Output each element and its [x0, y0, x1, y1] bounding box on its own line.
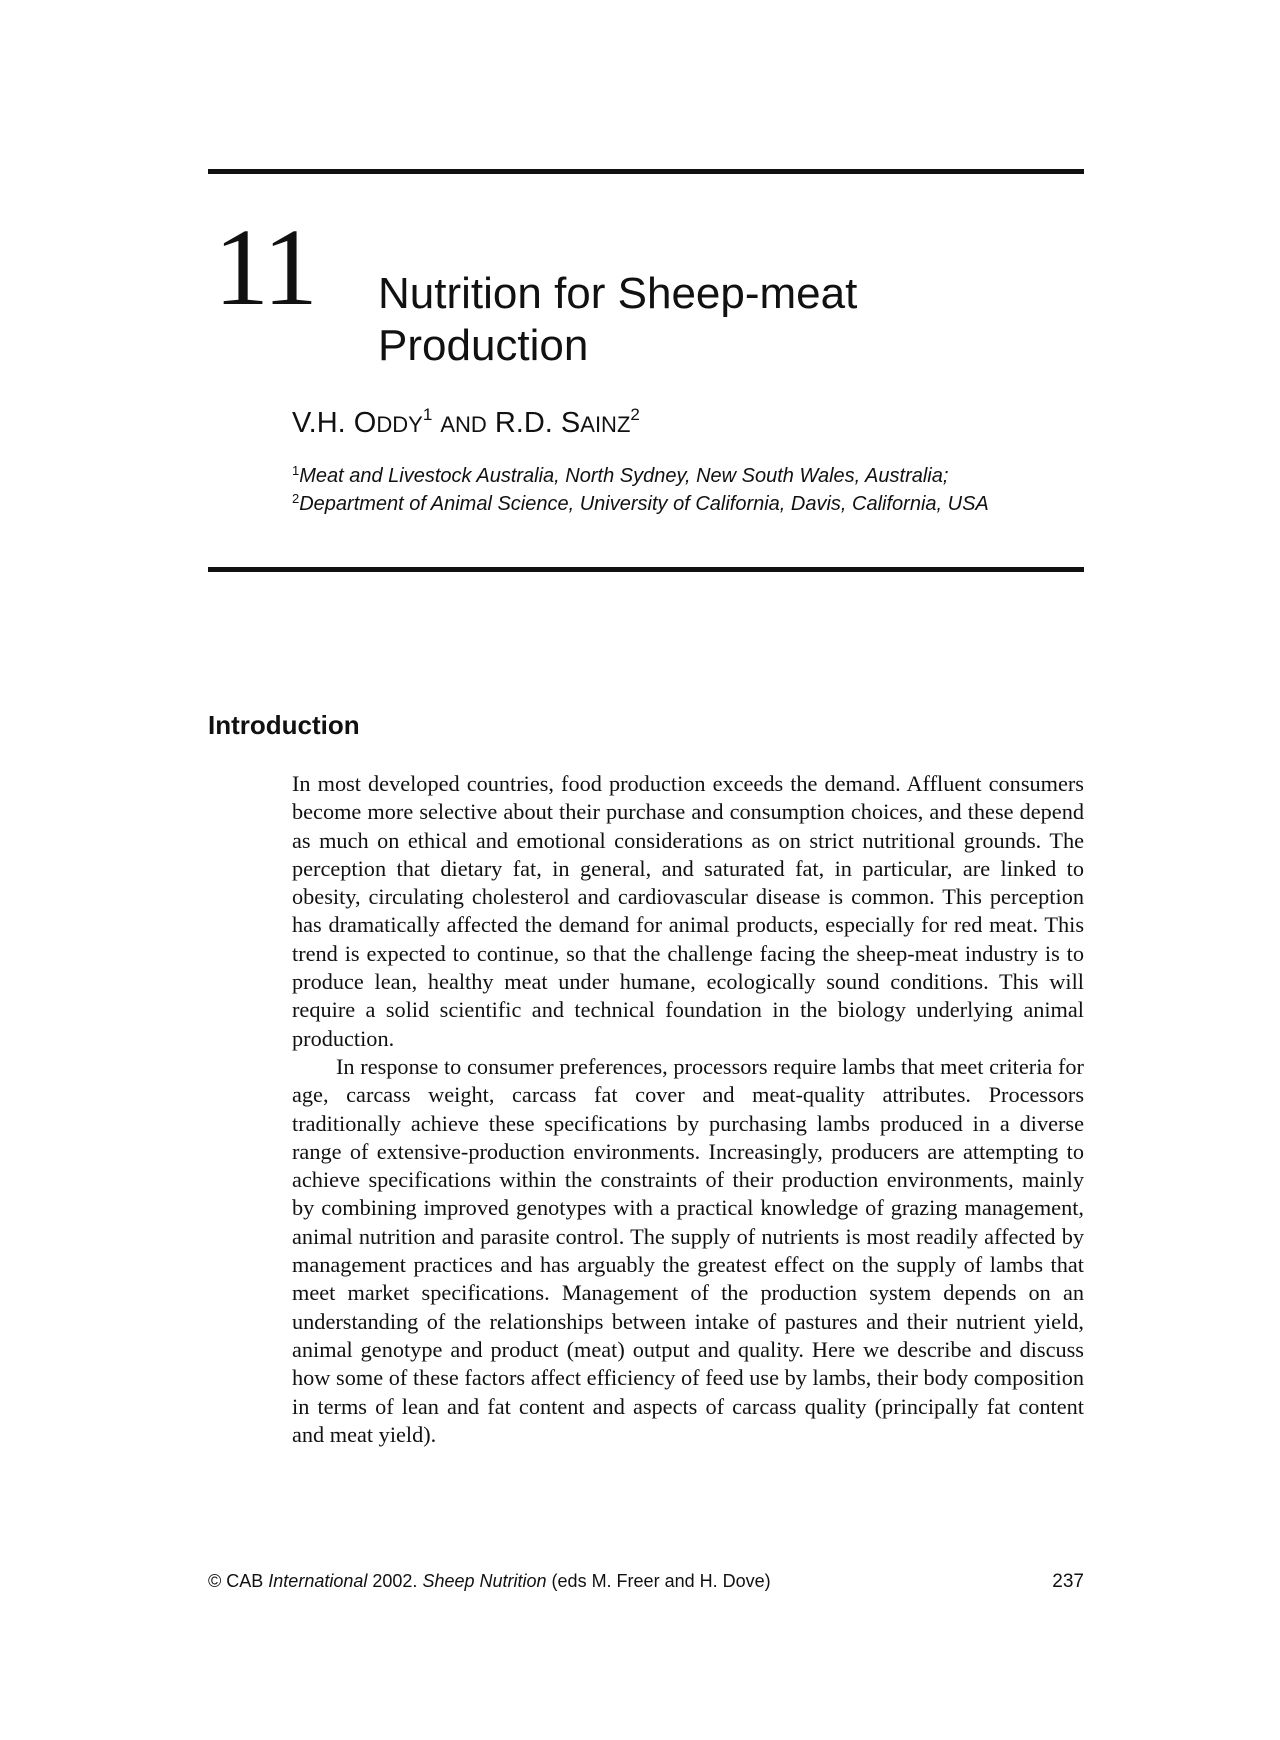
paragraph-2: In response to consumer preferences, processors require lambs that meet criteria for age, carcass weight, carcass fat cover and meat-quality attributes. Processors traditionally achieve these specifications by purchasing lambs produced in a diverse range of extensive-production environments. Increasingly, producers are attempting to achieve specifications within the constraints of their production environments, mainly by combining improved genotypes with a practical knowledge of grazing management, animal nutrition and parasite control. The supply of nutrients is most readily affected by management practices and has arguably the greatest effect on the supply of lambs that meet market specifications. Management of the production system depends on an understanding of the relationships between intake of pastures and their nutrient yield, animal genotype and product (meat) output and quality. Here we describe and discuss how some of these factors affect efficiency of feed use by lambs, their body composition in terms of lean and fat content and aspects of carcass quality (principally fat content and meat yield).	[292, 1053, 1084, 1447]
author-1-surname: DDY	[376, 412, 423, 437]
author-1-initials: V.H. O	[292, 407, 377, 439]
affiliations	[292, 462, 989, 518]
publisher: International	[268, 1571, 368, 1591]
copyright: © CAB	[208, 1571, 264, 1591]
body-text	[292, 770, 1084, 1449]
author-2-affil-mark: 2	[630, 405, 640, 424]
affiliation-2	[292, 490, 989, 518]
section-heading: Introduction	[208, 710, 360, 740]
year: 2002.	[372, 1571, 418, 1591]
affiliation-2-text: Department of Animal Science, University of California, Davis, California, USA	[299, 493, 989, 515]
chapter-number: 11	[214, 206, 316, 328]
chapter-title	[378, 268, 857, 372]
bottom-rule	[208, 567, 1084, 572]
author-2-initials: R.D. S	[494, 407, 581, 439]
affiliation-2-mark: 2	[292, 491, 300, 506]
paragraph-1: In most developed countries, food production exceeds the demand. Affluent consumers become more selective about their purchase and consumption choices, and these depend as much on ethical and emotional considerations as on strict nutritional grounds. The perception that dietary fat, in general, and saturated fat, in particular, are linked to obesity, circulating cholesterol and cardiovascular disease is common. This perception has dramatically affected the demand for animal products, especially for red meat. This trend is expected to continue, so that the challenge facing the sheep-meat industry is to produce lean, healthy meat under humane, ecologically sound conditions. This will require a solid scientific and technical foundation in the biology underlying animal production.	[292, 771, 1084, 1051]
chapter-title-line-2: Production	[378, 321, 589, 370]
affiliation-1	[292, 462, 989, 490]
book-title: Sheep Nutrition	[422, 1571, 547, 1591]
footer-citation	[208, 1571, 771, 1592]
author-2-surname: AINZ	[580, 412, 631, 437]
top-rule	[208, 169, 1084, 174]
author-1-affil-mark: 1	[422, 405, 433, 424]
author-conjunction: AND	[440, 412, 487, 437]
author-line	[292, 406, 640, 442]
affiliation-1-text: Meat and Livestock Australia, North Sydney, New South Wales, Australia;	[299, 465, 949, 487]
page-number: 237	[1052, 1571, 1084, 1592]
editors: (eds M. Freer and H. Dove)	[551, 1571, 771, 1591]
affiliation-1-mark: 1	[292, 463, 300, 478]
chapter-title-line-1: Nutrition for Sheep-meat	[378, 269, 858, 318]
